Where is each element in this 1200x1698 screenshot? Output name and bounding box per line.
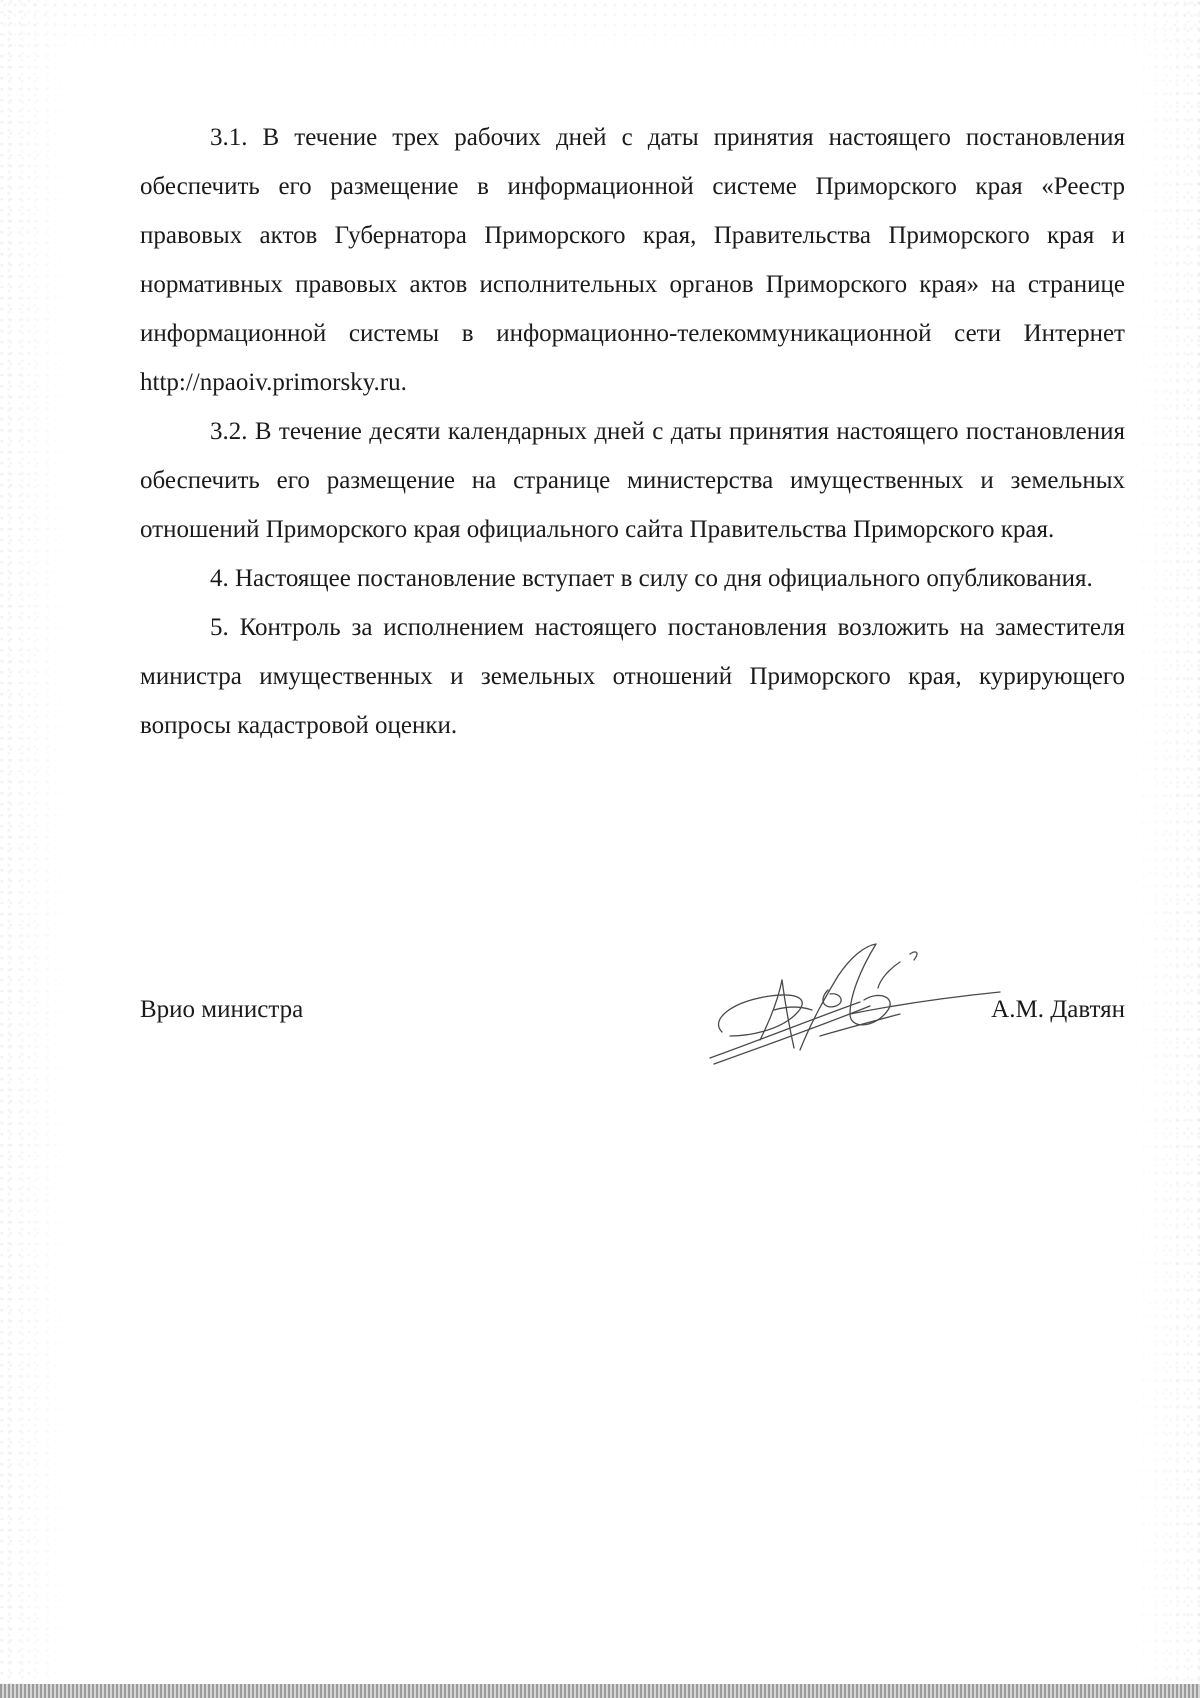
document-body [140, 113, 1125, 750]
signatory-name: А.М. Давтян [991, 996, 1125, 1023]
paragraph-5: 5. Контроль за исполнением настоящего постановления возложить на заместителя министра имущественных и земельных отношений Приморского края, курирующего вопросы кадастровой оценки. [140, 614, 1125, 739]
signature-block [140, 996, 1125, 1036]
paragraph-3-2: 3.2. В течение десяти календарных дней с даты принятия настоящего постановления обеспечить его размещение на странице министерства имущественных и земельных отношений Приморского края официального сайта Правительства Приморского края. [140, 418, 1125, 543]
scan-noise-left [0, 0, 70, 1698]
scan-bottom-edge [0, 1684, 1200, 1698]
scan-noise-right [1130, 0, 1200, 1698]
scan-noise-top [0, 0, 1200, 60]
signatory-position: Врио министра [140, 996, 304, 1023]
paragraph-3-1: 3.1. В течение трех рабочих дней с даты принятия настоящего постановления обеспечить его размещение в информационной системе Приморского края «Реестр правовых актов Губернатора Приморского края, Правительства Приморского края и нормативных правовых актов исполнительных органов Приморского края» на странице информационной системы в информационно-телекоммуникационной сети Интернет http://npaoiv.primorsky.ru. [140, 124, 1125, 396]
paragraph-4: 4. Настоящее постановление вступает в силу со дня официального опубликования. [210, 565, 1093, 592]
